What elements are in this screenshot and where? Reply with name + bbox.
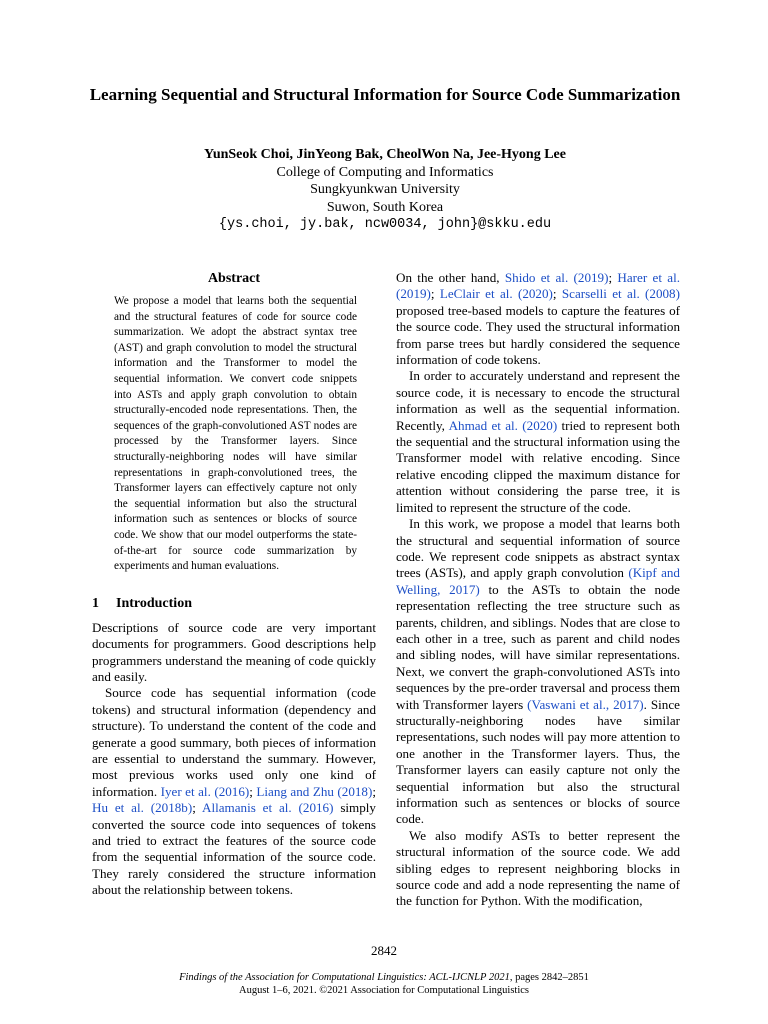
paragraph-text: On the other hand, [396,270,500,285]
affiliation-college: College of Computing and Informatics [276,164,494,180]
paragraph-text: . Since structurally-neighboring nodes have similar representations, such nodes will pay more attention to one another in the Transformer layers. Thus, the Transformer layers can easily capture not only the sequential information but also the structural information such as sentences or blocks of source code. [396,696,680,827]
right-column [396,270,680,910]
citation-link[interactable]: (Kipf and Welling, 2017) [396,565,680,597]
affiliation-location: Suwon, South Korea [326,199,444,215]
author-block [80,146,690,234]
footer-line-2: August 1–6, 2021. ©2021 Association for Computational Linguistics [238,984,529,996]
paragraph-text: proposed tree-based models to capture the features of the source code. They used the structural information from parse trees but hardly considered the sequence information of code tokens. [396,302,680,368]
citation-link[interactable]: (Vaswani et al., 2017) [527,696,644,712]
intro-paragraph-1: Descriptions of source code are very important documents for programmers. Good descriptions help programmers understand the meaning of code quickly and easily. [92,619,376,684]
left-column [92,270,376,899]
paragraph-text: Source code has sequential information (code tokens) and structural information (dependency and structure). To understand the content of the code and generate a good summary, both pieces of information are essential to understand the summary. However, most previous works used only one kind of information. [92,685,376,799]
paper-title: Learning Sequential and Structural Information for Source Code Summarization [89,85,681,104]
paragraph-text: simply converted the source code into sequences of tokens and tried to extract the features of the source code from the sequential information of the source code. They rarely considered the structure information about the relationship between tokens. [92,800,376,898]
paragraph-text: In order to accurately understand and represent the source code, it is necessary to encode the structural information as well as the sequential information. Recently, [396,368,680,433]
citation-link[interactable]: Shido et al. (2019) [504,270,609,285]
paragraph-text: tried to represent both the sequential and the structural information using the Transformer model with relative encoding. Since relative encoding clipped the maximum distance for attention without considering the parse tree, it is limited to represent the structure of the code. [396,417,680,515]
intro-paragraph-2: Source code has sequential information (code tokens) and structural information (dependency and structure). To understand the content of the code and generate a good summary, both pieces of information are essential to understand the summary. However, most previous works used only one kind of information. Iyer et al. (2016); Liang and Zhu (2018); Hu et al. (2018b); Allamanis et al. (2016) simply converted the source code into sequences of tokens and tried to extract the features of the source code from the sequential information of the source code. They rarely considered the structure information about the relationship between tokens. [92,685,376,898]
section-title: Introduction [116,595,192,611]
section-number: 1 [92,595,99,611]
citation-link[interactable]: Iyer et al. (2016) [160,783,250,799]
affiliation-university: Sungkyunkwan University [310,182,460,197]
footer-line-1 [0,972,768,985]
introduction-heading [92,595,376,612]
citation-link[interactable]: LeClair et al. (2020) [439,286,553,302]
footer [0,972,768,997]
author-emails: {ys.choi, jy.bak, ncw0034, john}@skku.edu [218,217,552,232]
citation-link[interactable]: Scarselli et al. (2008) [561,286,680,302]
paragraph-text: In this work, we propose a model that learns both the structural and sequential information of source code. We represent code snippets as abstract syntax trees (ASTs), and apply graph convolution [396,516,680,581]
footer-venue: Findings of the Association for Computational Linguistics: ACL-IJCNLP 2021 [179,972,510,983]
right-paragraph-4: We also modify ASTs to better represent the structural information of the source code. We add sibling edges to represent neighboring blocks in source code and add a node representing the name of the function for Python. With the modification, [396,827,680,909]
citation-link[interactable]: Hu et al. (2018b) [92,800,193,816]
page-number: 2842 [371,943,397,958]
citation-link[interactable]: Harer et al. (2019) [396,270,680,302]
right-paragraph-3 [396,516,680,828]
right-paragraph-2 [396,368,680,516]
footer-pages: , pages 2842–2851 [509,972,589,983]
citation-link[interactable]: Allamanis et al. (2016) [201,800,334,816]
citation-link[interactable]: Liang and Zhu (2018) [256,783,373,799]
abstract-body: We propose a model that learns both the sequential and the structural features of code for source code summarization. We adopt the abstract syntax tree (AST) and graph convolution to model the structural information and the Transformer to model the sequential information. We convert code snippets into ASTs and apply graph convolution to obtain structurally-encoded node representations. Then, the sequences of the graph-convolutioned AST nodes are processed by the Transformer layers. Since structurally-neighboring nodes will have similar representations in graph-convolutioned trees, the Transformer layers can effectively capture not only the sequential information but also the structural information such as sentences or blocks of source code. We show that our model outperforms the state-of-the-art for source code summarization by experiments and human evaluations. [114,295,357,573]
paragraph-text: to the ASTs to obtain the node representation reflecting the tree structure such as parents, children, and siblings. Nodes that are close to each other in a tree, such as parent and child nodes and sibling nodes, will have similar representations. Next, we convert the graph-convolutioned ASTs into sequences by the pre-order traversal and process them with Transformer layers [396,581,680,712]
abstract-heading: Abstract [207,271,261,286]
right-paragraph-1: On the other hand, Shido et al. (2019); Harer et al. (2019); LeClair et al. (2020); Scarselli et al. (2008) proposed tree-based models to capture the features of the source code. They used the structural information from parse trees but hardly considered the sequence information of code tokens. [396,270,680,368]
author-names: YunSeok Choi, JinYeong Bak, CheolWon Na, Jee-Hyong Lee [204,147,566,162]
citation-link[interactable]: Ahmad et al. (2020) [448,417,558,433]
